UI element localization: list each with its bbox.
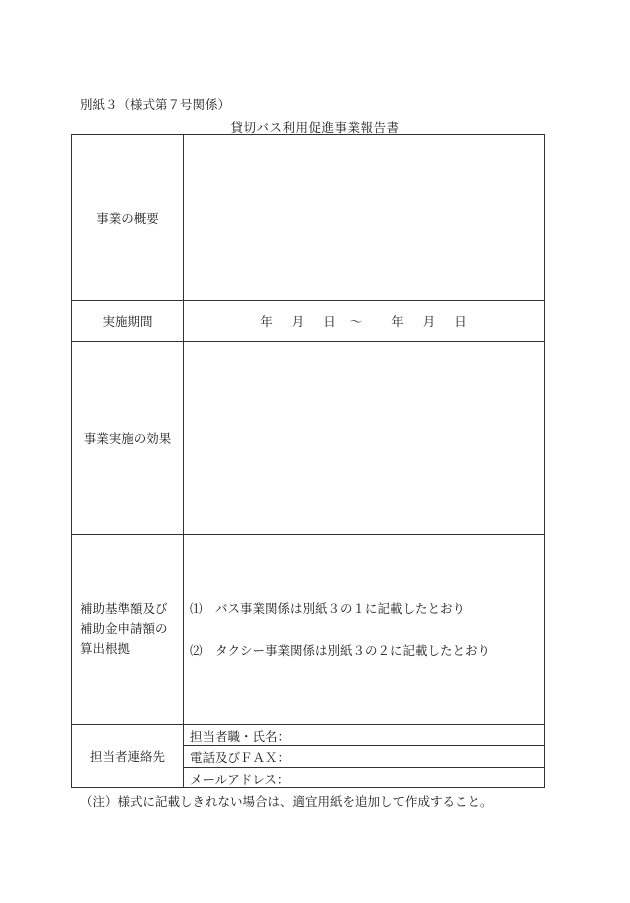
contact-phone-field[interactable]: 電話及びＦＡＸ： (190, 750, 291, 765)
effect-input-area[interactable] (183, 341, 544, 534)
calc-label-line-3: 算出根拠 (80, 641, 131, 656)
period-day-start: 日 (323, 313, 336, 329)
contact-name-field[interactable]: 担当者職・氏名： (190, 729, 291, 744)
effect-label: 事業実施の効果 (83, 430, 172, 446)
period-year-end: 年 (391, 313, 404, 329)
calc-item-bus: ⑴ バス事業関係は別紙３の１に記載したとおり (190, 601, 466, 616)
contact-divider (183, 767, 544, 768)
calc-item-taxi: ⑵ タクシー事業関係は別紙３の２に記載したとおり (190, 643, 491, 658)
period-label: 実施期間 (102, 313, 153, 329)
period-month-start: 月 (291, 313, 305, 329)
period-field[interactable] (183, 300, 544, 341)
calc-label-line-1: 補助基準額及び (80, 601, 168, 616)
calc-label-line-2: 補助金申請額の (80, 621, 168, 636)
period-year-start: 年 (260, 313, 273, 329)
form-reference: 別紙３（様式第７号関係） (80, 97, 231, 112)
document-title: 貸切バス利用促進事業報告書 (230, 120, 400, 135)
report-form-table (71, 134, 545, 788)
overview-input-area[interactable] (183, 135, 544, 300)
contact-divider (183, 745, 544, 746)
overview-label: 事業の概要 (96, 210, 159, 226)
contact-email-field[interactable]: メールアドレス： (190, 772, 290, 787)
period-month-end: 月 (422, 313, 436, 329)
period-tilde: ～ (349, 313, 363, 329)
contact-label: 担当者連絡先 (89, 749, 165, 764)
footnote: （注）様式に記載しきれない場合は、適宜用紙を追加して作成すること。 (80, 794, 493, 809)
calculation-basis-label (72, 534, 183, 724)
period-day-end: 日 (454, 313, 467, 329)
